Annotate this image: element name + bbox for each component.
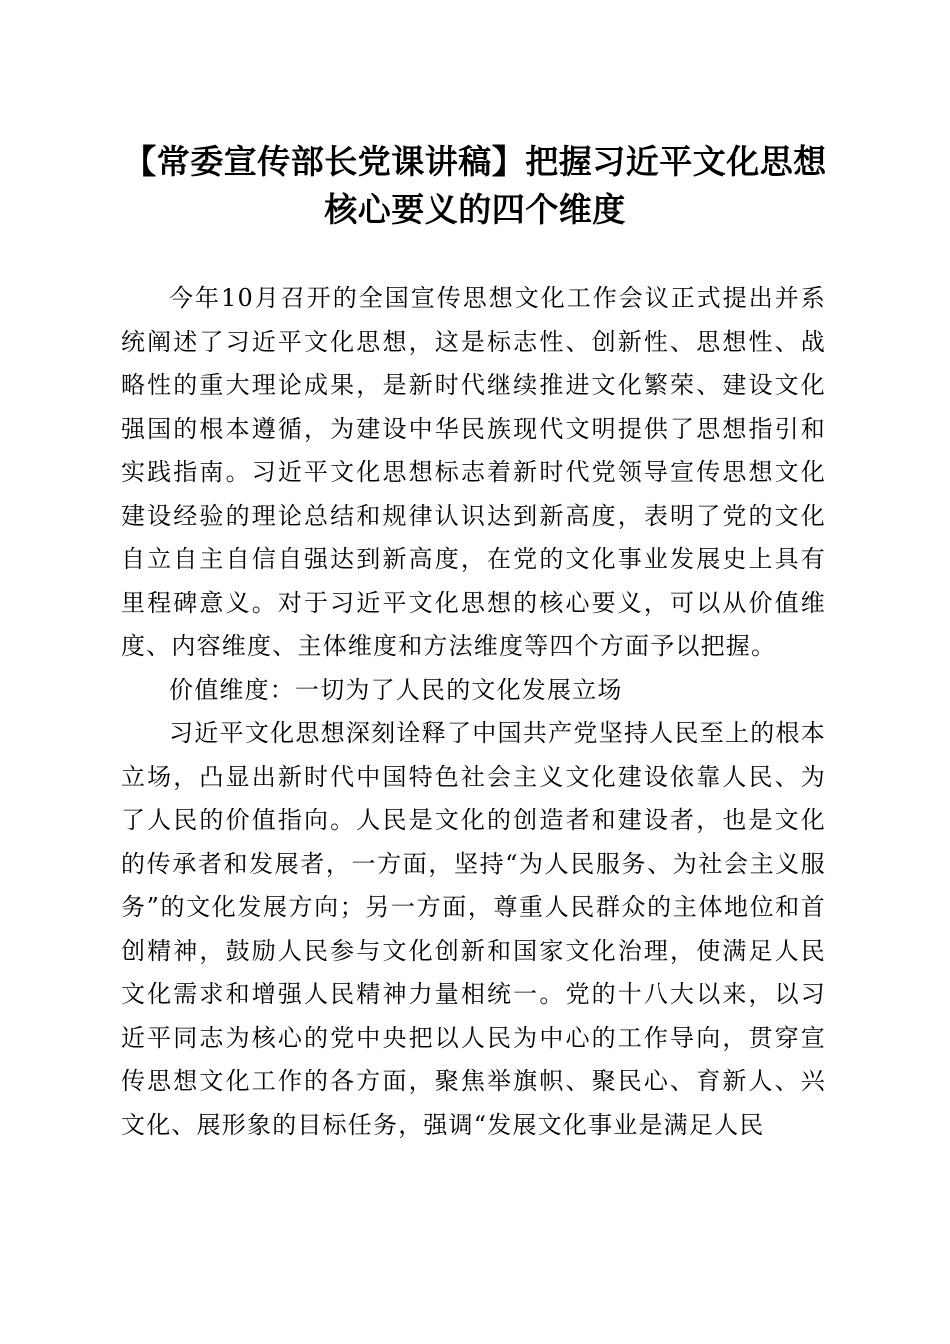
section-heading-value-dimension: 价值维度：一切为了人民的文化发展立场	[169, 675, 623, 704]
document-title: 【常委宣传部长党课讲稿】把握习近平文化思想核心要义的四个维度	[123, 142, 827, 229]
intro-paragraph: 今年10月召开的全国宣传思想文化工作会议正式提出并系统阐述了习近平文化思想，这是标志性、创新性、思想性、战略性的重大理论成果，是新时代继续推进文化繁荣、建设文化强国的根本遵循，为建设中华民族现代文明提供了思想指引和实践指南。习近平文化思想标志着新时代党领导宣传思想文化建设经验的理论总结和规律认识达到新高度，表明了党的文化自立自主自信自强达到新高度，在党的文化事业发展史上具有里程碑意义。对于习近平文化思想的核心要义，可以从价值维度、内容维度、主体维度和方法维度等四个方面予以把握。	[121, 284, 826, 660]
value-dimension-paragraph: 习近平文化思想深刻诠释了中国共产党坚持人民至上的根本立场，凸显出新时代中国特色社会主义文化建设依靠人民、为了人民的价值指向。人民是文化的创造者和建设者，也是文化的传承者和发展者，一方面，坚持“为人民服务、为社会主义服务”的文化发展方向；另一方面，尊重人民群众的主体地位和首创精神，鼓励人民参与文化创新和国家文化治理，使满足人民文化需求和增强人民精神力量相统一。党的十八大以来，以习近平同志为核心的党中央把以人民为中心的工作导向，贯穿宣传思想文化工作的各方面，聚焦举旗帜、聚民心、育新人、兴文化、展形象的目标任务，强调“发展文化事业是满足人民	[121, 719, 826, 1139]
document-body	[121, 277, 826, 1147]
